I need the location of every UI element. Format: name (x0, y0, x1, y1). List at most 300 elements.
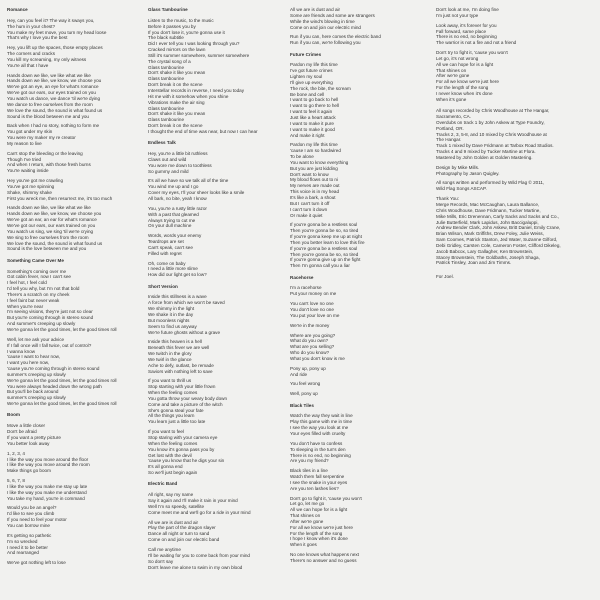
lyric-line: We're gonna let the good times, let the good times roll (7, 327, 117, 332)
credit-line: Sacramento, CA. (436, 114, 471, 119)
lyric-line: There is no end, no beginning (290, 452, 351, 458)
lyric-line: Come meet me and we'll go for a ride in your mind (148, 509, 251, 515)
lyric-line: Be bone and cell (290, 91, 325, 97)
lyric-line: You better look away (7, 440, 50, 446)
lyric-line: Words, words your enemy (148, 233, 202, 239)
credit-line: Track 1 mixed by Dave Fridmann at Tarbox Road Studios. (436, 143, 554, 149)
lyric-line: Always trying to cut me (148, 217, 196, 223)
lyric-line: We're gonna let the good times, let the good times roll (7, 377, 117, 383)
song-title: Endless Talk (148, 140, 176, 146)
lyric-line: Ache to defy, outlast, be remade (148, 362, 214, 368)
lyric-line: If you're gonna give up on the fight (290, 257, 361, 263)
lyric-line: Inside this stillness is a wave (148, 294, 207, 300)
lyric-line: I want to go there to hell (290, 103, 340, 109)
lyric-line: So don't say (148, 558, 174, 564)
lyric-line: There's a scratch on my cheek (7, 291, 70, 297)
lyric-line: You can't love no one (290, 301, 334, 307)
credit-line: Portland, OR. (436, 125, 464, 131)
lyric-line: Put your money on me (290, 291, 337, 297)
lyrics-column-1 (7, 7, 132, 572)
song-block (290, 275, 415, 398)
lyric-line: You want to know everything (290, 159, 349, 165)
lyric-line: I'll be waiting for you to come back from your mind (148, 552, 250, 558)
lyric-line: Let go, it's not wrong (436, 55, 479, 61)
lyric-line: I like the way you make me stay up late (7, 483, 88, 489)
lyric-line: This voice is in my head (290, 189, 340, 195)
lyric-line: Hey, you lift up the spaces, those empty places (7, 45, 103, 51)
lyric-line: Stop staring with your camera eye (148, 435, 218, 440)
lyric-line: Come on and join our electric mind (290, 24, 361, 30)
lyric-line: Where are you going? (290, 332, 336, 338)
lyric-line: Well, pony up (290, 391, 318, 397)
lyric-line: Don't look at me, I'm doing fine (436, 7, 499, 12)
lyric-line: Don't be afraid (7, 429, 37, 435)
lyric-line: Call me anytime (148, 547, 181, 552)
lyric-line: The hum in your chest? (7, 23, 56, 29)
lyric-line: How did our light get so low? (148, 272, 207, 278)
lyric-line: And make it right (290, 132, 325, 138)
lyric-line: We shake it in the day (148, 311, 194, 317)
lyric-line: Hands down we like, we like what we like (7, 72, 91, 78)
lyric-line: There is no end, no beginning (436, 34, 497, 40)
lyric-line: Seem to find us anyway (148, 323, 197, 329)
lyric-line: I want to feel it again (290, 109, 333, 115)
lyric-line: All right, say my name (148, 492, 194, 498)
lyric-line: Glass tambourine (148, 76, 185, 82)
lyric-line: It's like a bark, a shout (290, 194, 336, 200)
lyric-line: We've got nothing left to lose (7, 560, 66, 566)
lyric-line: Are you ten lashes lies? (290, 485, 339, 491)
lyric-line: 'cause I want to hear now, (7, 354, 60, 360)
thanks-block (436, 196, 586, 266)
lyric-line: You know it's gonna pass you by (148, 446, 215, 452)
lyric-line: Well I'm so speedy, satellite (148, 503, 205, 509)
lyric-line: For all we know we're just here (290, 524, 353, 530)
lyric-line: Hey, can you feel it? The way it sways you, (7, 17, 95, 23)
lyric-line: When the feeling comes (148, 390, 198, 396)
lyric-line: Though I've tried (7, 156, 42, 162)
lyric-line: Hands down we like, we like what we like (7, 205, 91, 211)
lyric-line: summer's creeping up slowly (7, 371, 66, 377)
lyric-line: Inside this heaven is a hell (148, 339, 202, 345)
lyric-line: All we are is dust and air (290, 7, 341, 12)
lyric-line: All we can hope for is a light (436, 61, 494, 67)
song-block (7, 7, 132, 252)
lyric-line: It's getting so pathetic (7, 532, 52, 538)
lyric-line: You were always headed down the wrong path (7, 383, 102, 389)
lyric-line: 'cause you're coming through in stereo sound (7, 366, 100, 372)
lyric-line: I'd like to see you climb (7, 511, 55, 517)
lyric-line: Glass tambourine (148, 64, 185, 70)
lyric-line: Pardon my life this time (290, 62, 338, 68)
lyric-line: All the things you learn (148, 413, 195, 419)
lyric-line: Make things go boom (7, 468, 51, 474)
lyric-line: The black subtitle (148, 35, 184, 41)
lyric-line: Say it again and I'll make it rain in your mind (148, 498, 238, 504)
lyric-line: You make my feet move, you turn my head loose (7, 29, 107, 35)
lyric-line: First you wreck me, then resurrect me, it's too much (7, 195, 113, 201)
lyric-line: We've got our ears, our eyes trained on you (7, 90, 96, 96)
lyric-line: You're waiting inside (7, 168, 49, 174)
lyric-line: But moonless nights (148, 317, 190, 323)
lyric-line: Then you're gonna be so, so tired (290, 228, 359, 234)
lyric-line: Before it passes you by (148, 23, 196, 29)
lyric-line: We love the sound, the sound is what found us (7, 240, 103, 246)
lyric-line: Play this game with me in time (290, 419, 353, 425)
lyric-line: Don't try to fight it, 'cause you won't (436, 50, 508, 56)
lyric-line: Vibrations make the air sing (148, 99, 205, 105)
lyric-line: Shake, shimmy shake (7, 189, 52, 195)
lyric-line: Would you be an angel? (7, 505, 57, 511)
credits-block (436, 108, 586, 192)
lyric-line: Run if you can, we're following you (290, 40, 361, 46)
lyric-line: Beneath this fever we are well (148, 345, 210, 351)
lyric-line: You don't love no one (290, 306, 334, 312)
song-title: Short Version (148, 283, 178, 289)
lyric-line: I like the way you move around the floor (7, 456, 89, 462)
lyric-line: I'd tell you why, but I'm not that bold (7, 286, 80, 292)
lyric-line: And summer's creeping up slowly (7, 321, 76, 327)
credit-line: All songs recorded by Chris Woodhouse at The Hangar, (436, 108, 550, 114)
lyric-line: We twitch in the glory (148, 351, 192, 357)
lyric-line: A force from which we won't be saved (148, 300, 225, 306)
lyric-line: You wore me down to toothless (148, 162, 212, 168)
lyric-line: You don't have to confess (290, 440, 343, 446)
lyric-line: No one knows what happens next (290, 552, 359, 558)
lyric-line: What are you selling? (290, 344, 335, 350)
lyric-line: Don't break it on the scene (148, 82, 203, 88)
lyric-line: You watch us dance, we dance 'til we're dying (7, 95, 101, 101)
lyric-line: I want to make it good (290, 126, 335, 132)
thanks-line: Brian Wilson, Mark Griffiths, Drew Foley, Julie Weiss, (436, 231, 544, 237)
lyric-line: After we're gone (290, 518, 324, 524)
lyric-line: I'm seeing visions, they're just not so clear (7, 309, 93, 315)
thanks-line: Stacey Brownstein, The Goldbaths, Joseph Shaga, (436, 254, 540, 260)
lyric-line: Did I ever tell you I was looking through you? (148, 41, 240, 47)
song-block (7, 412, 132, 566)
lyric-line: We've got an ear, an ear for what's romance (7, 217, 97, 223)
lyric-line: Don't want to know (290, 171, 329, 177)
lyric-line: I never know when it's done (436, 90, 493, 96)
lyric-line: You gotta throw your weary body down (148, 395, 227, 401)
thanks-line: Mike Mills, Eric Drenennan, Carly Sacks and Sacks and Co., (436, 213, 560, 219)
lyric-line: But you're coming through in stereo sound (7, 315, 94, 321)
thanks-line: Andrew Bender Clark, John Askew, Britt Daniel, Emily Crane, (436, 225, 561, 231)
credit-line: Tracks 4 and 9 mixed by Tucker Martine at Flora. (436, 149, 536, 155)
lyric-line: You learn just a little too late (148, 419, 206, 425)
lyric-line: Filled with regret (148, 250, 182, 256)
lyric-line: You've got me spinning (7, 183, 55, 189)
lyric-line: I'm so wrecked (7, 538, 38, 544)
thanks-line: Debi Gridley, Carsten Cole, Cameron Foster, Clifford Dikeleg, (436, 242, 561, 248)
lyric-line: Just like a heart attack (290, 115, 336, 120)
lyric-line: I've got future crimes (290, 68, 333, 74)
lyric-line: You take my hand, you're in command (7, 495, 85, 501)
lyric-line: Your eyes filled with cruelty (290, 430, 346, 436)
thanks-line: Jacob Babcox, Lary Gallagher, Ken Brownstein, (436, 248, 534, 254)
lyric-line: That shines on (436, 67, 467, 73)
lyric-line: When you're near (7, 303, 44, 309)
lyric-line: You feel wrong (290, 381, 321, 387)
credit-line: Overdubs on track 1 by John Askew at Type Foundry, (436, 119, 545, 125)
lyric-line: Hands down we like, we know, we choose you (7, 211, 102, 217)
lyric-line: On your dull machine (148, 223, 192, 229)
lyric-line: All we can hope for is a light (290, 507, 348, 513)
lyric-line: It's all we have so we talk all of the time (148, 178, 229, 184)
lyric-line: If I fall once will I fall twice, out of control? (7, 342, 92, 348)
lyric-line: You put your love on me (290, 312, 340, 318)
lyric-line: Run if you can, here comes the electric band (290, 34, 381, 40)
lyric-line: I want to make it pure (290, 120, 334, 126)
lyric-line: And ride (290, 371, 308, 377)
lyric-line: And when I return, with those fresh burns (7, 162, 91, 168)
lyric-line: We shimmy in the light (148, 306, 195, 312)
lyric-line: Glass tambourine (148, 105, 185, 111)
lyric-line: Pardon my life this time (290, 142, 338, 148)
credit-line: Wild Flag Songs ASCAP. (436, 186, 487, 192)
lyric-line: Listen to the music, to the music (148, 17, 214, 23)
lyric-line: Come on and join our electric band (148, 537, 220, 543)
song-block (7, 258, 132, 407)
lyric-line: Watch the way they wait in line (290, 413, 353, 419)
lyric-line: Or make it quiet (290, 212, 323, 218)
lyric-line: Interstellar records in reverse, I need you today (148, 87, 245, 93)
lyric-line: I want to go back to hell (290, 97, 339, 103)
song-title: Boom (7, 412, 21, 418)
lyric-line: Watch them fall serpentine (290, 474, 345, 480)
lyric-line: Don't break it on the scene (148, 123, 203, 129)
lyric-line: We twirl in the glance (148, 356, 192, 362)
lyric-line: I thought the end of time was near, but now I can hear (148, 128, 258, 134)
song-block (290, 403, 415, 564)
song-block (290, 7, 415, 46)
lyrics-column-2 (148, 7, 283, 576)
lyric-line: I wanna know (7, 348, 36, 354)
lyric-line: For the length of the song (290, 530, 343, 536)
lyric-line: All bark, no bite, yeah I know (148, 195, 207, 201)
lyric-line: You kill my screaming, my only witness (7, 56, 87, 62)
lyric-line: Then you better learn to love this fire (290, 239, 365, 245)
lyric-line: Don't shake it like you mean (148, 111, 206, 117)
lyric-line: So gummy and mild (148, 168, 189, 174)
lyric-line: Move a little closer (7, 423, 46, 429)
lyric-line: You wind me up and I go (148, 184, 199, 190)
lyric-line: I see the snake in your eyes (290, 479, 348, 485)
lyric-line: Well, let me ask your advice (7, 336, 65, 342)
lyric-line: The crystal song of a (148, 58, 191, 64)
lyric-line: Don't go to fight it, 'cause you won't (290, 495, 362, 501)
lyric-line: Cover my eyes, I'll your sheer looks like a smile (148, 190, 245, 196)
lyric-line: When the feeling comes (148, 440, 198, 446)
lyric-line: Lighten my soul (290, 74, 323, 80)
lyric-line: Then I'm gonna call you a liar (290, 263, 350, 269)
song-block (148, 140, 283, 278)
thanks-line: Merge Records, Mac McCaughan, Laura Ballance, (436, 201, 540, 207)
lyric-line: Stop starting with your little frown (148, 384, 216, 390)
lyric-line: Hands down we like, we know, we choose you (7, 78, 102, 84)
lyric-line: You got under my skin (7, 129, 53, 135)
lyric-line: But you are just kidding (290, 165, 338, 171)
credit-line: Photography by Jason Quigley. (436, 170, 500, 176)
lyric-line: I'm just not your type (436, 12, 479, 18)
lyric-line: What do you own? (290, 338, 329, 344)
lyric-line: You can borrow mine (7, 522, 50, 528)
lyric-line: I want you here now, (7, 360, 50, 366)
lyric-line: Still it's summer somewhere, summer somewhere (148, 52, 250, 58)
thanks-line: Chris Woodhouse, Dave Fridmann, Tucker Martine, (436, 207, 541, 213)
lyrics-column-3 (290, 7, 415, 569)
lyric-line: Then you're gonna be so, so tired (290, 251, 359, 257)
lyric-line: We're gonna let the good times, let the good times roll (7, 401, 117, 407)
lyric-line: We sing to free ourselves from the room (7, 234, 89, 240)
lyric-line: To be alone (290, 154, 314, 160)
song-block (148, 284, 283, 476)
lyric-line: I like the way you make me understand (7, 489, 87, 495)
lyric-line: Hey you've got me crawling (7, 178, 64, 184)
lyric-line: We're in the money (290, 322, 330, 328)
lyric-line: I see the way you look at me (290, 425, 349, 431)
lyric-line: You were my maker my re creator (7, 135, 76, 141)
lyric-line: And rearranged (7, 550, 39, 556)
lyric-line: If you're gonna be a restless soul (290, 222, 358, 228)
lyric-line: Get lost with the devil (148, 452, 192, 458)
lyric-line: 'cause I am so hardwired (290, 148, 341, 154)
lyric-line: Claws out and wild (148, 156, 187, 162)
thanks-line: Patrick Tinsley, Joan and Jim Timms. (436, 260, 512, 266)
lyric-line: We're future ghosts without a grave (148, 329, 221, 335)
lyric-line: If you're gonna be a restless soul (290, 245, 358, 251)
lyric-line: Play the part of the dragon slayer (148, 525, 216, 531)
lyric-line: Saviors with nothing left to save (148, 368, 213, 374)
song-title: Glass Tambourine (148, 7, 188, 12)
lyric-line: That shines on (290, 513, 321, 519)
lyric-line: If you want to feel (148, 429, 185, 435)
lyric-line: I need a little more slime (148, 266, 198, 272)
lyric-line: My nerves are made out (290, 183, 340, 189)
credit-line: Tracks 2, 3, 5-8, and 10 mixed by Chris Woodhouse at (436, 131, 547, 137)
lyric-line: I need it to be better (7, 544, 48, 550)
lyric-line: You watch us sing, we sing 'til we're crying (7, 228, 94, 234)
song-block (148, 7, 283, 135)
lyric-line: 5, 6, 7, 8 (7, 478, 25, 484)
credit-line: The Hangar. (436, 137, 462, 143)
lyric-line: My blood flows out to ni (290, 177, 339, 183)
lyric-line: There's no answer and no guess (290, 558, 357, 563)
thanks-line: Julie Butterfield, Mark Lapidus, John Baccigaluppi, (436, 219, 539, 225)
lyric-line: 'cause you know that he digs your sin (148, 458, 225, 464)
lyric-line: With a past that gleamed (148, 211, 199, 217)
lyric-line: Hey, you're a little bit ruthless (148, 151, 208, 157)
lyric-line: Cracked mirrors on the lawn (148, 47, 206, 53)
lyric-line: Can't speak, can't see (148, 244, 193, 250)
lyric-line: What you don't know is me (290, 355, 345, 361)
credit-line: Mastered by John Golden at Golden Mastering. (436, 154, 533, 160)
lyric-line: For all we know we're just here (436, 79, 499, 85)
lyric-line: Black tiles in a line (290, 468, 328, 474)
lyric-line: All we are is dust and air (148, 519, 199, 525)
lyric-line: I feel faint but never weak (7, 297, 60, 303)
lyric-line: She's gonna steal your fate (148, 407, 204, 413)
lyrics-column-4 (436, 7, 586, 280)
lyric-line: If you don't lose it, you're gonna use it (148, 29, 225, 35)
song-title: Black Tiles (290, 402, 314, 408)
lyric-line: Hit me with it somehow when you shine (148, 93, 229, 99)
lyric-line: Teardrops are set (148, 239, 184, 245)
lyric-line: It's all gonna end (148, 464, 183, 470)
lyric-line: Some are friends and some are strangers (290, 12, 375, 18)
lyric-line: If you need to feel your motor (7, 517, 67, 523)
lyric-line: While the wind's blowing in time (290, 18, 355, 24)
credit-line: All songs written and performed by Wild Flag © 2011, (436, 180, 545, 186)
lyric-line: We've got an eye, an eye for what's romance (7, 84, 99, 90)
lyric-line: I hope I know when it's done (290, 536, 348, 542)
lyric-line: Who do you know? (290, 350, 330, 356)
lyric-line: We dance to free ourselves from the room (7, 101, 93, 107)
song-block (290, 52, 415, 270)
lyric-line: The warrior is not a fire and not a friend (436, 40, 517, 46)
lyric-line: 1, 2, 3, 4 (7, 450, 25, 456)
lyric-line: You, you're a rusty little razor (148, 205, 207, 211)
lyric-line: The rock, the bite, the scream (290, 85, 351, 91)
lyric-line: I feel hot, I feel cold (7, 280, 47, 286)
credit-line: Design by Mike Mills. (436, 164, 480, 170)
lyric-line: Are you my friend? (290, 458, 329, 464)
lyric-line: If you want to thrill us (148, 378, 192, 384)
lyric-line: We've got our ears, our ears trained on you (7, 223, 96, 228)
lyric-line: Come and take a picture of the witch (148, 401, 223, 407)
lyric-line: Back when I had no story, nothing to form me (7, 123, 100, 129)
lyric-line: My reason to live (7, 140, 42, 146)
lyric-line: Fall forward, same place (436, 28, 487, 34)
lyric-line: Let go, let me go (290, 501, 325, 507)
lyric-line: Look away, it's forever for you (436, 22, 497, 28)
lyric-line: After we're gone (436, 73, 470, 79)
song-title: Racehorse (290, 274, 314, 280)
song-title: Electric Band (148, 481, 178, 487)
lyric-line: I'll give up everything (290, 79, 333, 85)
lyric-line: That's why I love you the best (7, 35, 68, 41)
song-title: Romance (7, 7, 28, 12)
lyric-line: If you want a pretty picture (7, 435, 61, 440)
lyric-line: Don't leave me alone to swim in my own blood (148, 564, 243, 570)
song-title: Future Crimes (290, 51, 322, 57)
lyric-line: For the length of the song (436, 85, 489, 91)
lyric-line: Dance all night or turn to sand (148, 531, 210, 537)
lyric-line: When it's gone (436, 96, 467, 102)
lyric-line: To sleeping in the tun's den (290, 446, 346, 452)
lyric-line: I'm a racehorse (290, 285, 322, 291)
lyric-line: If you're gonna keep me up at night (290, 234, 362, 240)
dedication: For Joel. (436, 274, 454, 280)
lyric-line: We love the sound, the sound is what found us (7, 107, 103, 113)
lyric-line: Sound is the love between me and you (7, 246, 87, 252)
lyric-line: The corners and cracks (7, 51, 55, 57)
lyric-line: I can't turn it down (290, 206, 328, 212)
lyric-line: Something's coming over me (7, 268, 67, 274)
lyric-line: summer's creeping up slowly (7, 395, 66, 401)
lyric-line: I like the way you move around the room (7, 462, 90, 468)
lyric-line: When it goes (290, 542, 317, 548)
lyric-line: You're all that I have (7, 62, 49, 68)
lyric-line: But you'll be back around (7, 389, 59, 395)
song-block (148, 481, 283, 570)
lyric-line: Sound is the blood between me and you (7, 113, 89, 119)
lyric-line: Oh, come on baby (148, 260, 186, 266)
thanks-line: Sam Coomes, Patrick Stanton, Jed Water, Suzanne Gilford, (436, 237, 558, 243)
lyric-line: Don't shake it like you mean (148, 70, 206, 76)
lyric-line: Can't stop the bleeding or the leaving (7, 150, 83, 156)
thanks-line: Thank You: (436, 196, 459, 202)
